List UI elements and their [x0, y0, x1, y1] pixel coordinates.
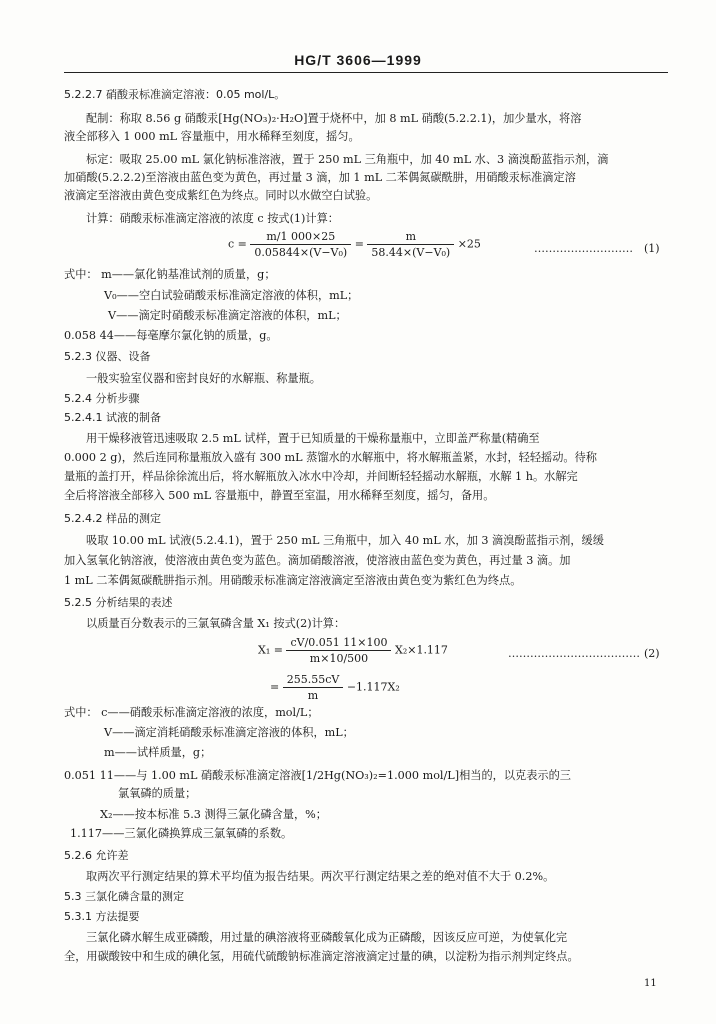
sample-prep-line-4: 全后将溶液全部移入 500 mL 容量瓶中，静置至室温，用水稀释至刻度，摇匀，备用。 — [64, 489, 495, 502]
standardization-line-3: 液滴定至溶液由黄色变成紫红色为终点。同时以水做空白试验。 — [64, 189, 378, 202]
determination-line-2: 加入氢氧化钠溶液，使溶液由黄色变为蓝色。滴加硝酸溶液，使溶液由蓝色变为黄色，再过量 3 滴。加 — [64, 554, 571, 567]
formula-2-number: (2) — [644, 647, 660, 660]
where-2-line-2: V——滴定消耗硝酸汞标准滴定溶液的体积，mL； — [104, 726, 354, 739]
result-intro: 以质量百分数表示的三氯氧磷含量 X₁ 按式(2)计算： — [86, 617, 346, 630]
formula-1-fraction-a — [250, 230, 351, 259]
tolerance-text: 取两次平行测定结果的算术平均值为报告结果。两次平行测定结果之差的绝对值不大于 0.2%。 — [86, 870, 555, 883]
where-2-line-4: 0.051 11——与 1.00 mL 硝酸汞标准滴定溶液[1/2Hg(NO₃)₂=1.000 mol/L]相当的，以克表示的三 — [64, 769, 571, 782]
section-5-2-3: 5.2.3 仪器、设备 — [64, 350, 151, 363]
formula-2-leader-dots: ……………………………… — [508, 647, 640, 660]
section-5-2-4-1: 5.2.4.1 试液的制备 — [64, 411, 161, 424]
formula-1-tail: ×25 — [457, 237, 481, 251]
preparation-line-2: 液全部移入 1 000 mL 容量瓶中，用水稀释至刻度，摇匀。 — [64, 130, 360, 143]
formula-2-fraction-a — [286, 636, 391, 665]
formula-1-lhs: c = — [228, 237, 247, 251]
sample-prep-line-1: 用干燥移液管迅速吸取 2.5 mL 试样，置于已知质量的干燥称量瓶中，立即盖严称量(精确至 — [86, 432, 540, 445]
where-2-line-7: 1.117——三氯化磷换算成三氯氧磷的系数。 — [70, 827, 293, 840]
sample-prep-line-3: 量瓶的盖打开，样品徐徐流出后，将水解瓶放入冰水中冷却，并间断轻轻摇动水解瓶，水解 1 h。水解完 — [64, 470, 578, 483]
formula-1-fraction-b — [367, 230, 454, 259]
where-1-line-4: 0.058 44——每毫摩尔氯化钠的质量，g。 — [64, 329, 278, 342]
formula-1-denominator-b: 58.44×(V−V₀) — [371, 246, 451, 259]
formula-2-lhs: X₁ = — [258, 643, 283, 657]
summary-line-1: 三氯化磷水解生成亚磷酸，用过量的碘溶液将亚磷酸氧化成为正磷酸，因该反应可逆，为使氧化完 — [86, 931, 568, 944]
section-5-3: 5.3 三氯化磷含量的测定 — [64, 890, 184, 903]
standardization-line-2: 加硝酸(5.2.2.2)至溶液由蓝色变为黄色，再过量 3 滴，加 1 mL 二苯偶氮碳酰肼，用硝酸汞标准滴定溶 — [64, 171, 576, 184]
summary-line-2: 全，用碳酸铵中和生成的碘化氢，用硫代硫酸钠标准滴定溶液滴定过量的碘，以淀粉为指示剂判定终点。 — [64, 950, 579, 963]
formula-2-line-2 — [270, 673, 400, 702]
where-2-line-5: 氯氧磷的质量； — [118, 787, 197, 800]
formula-1-numerator-b: m — [367, 230, 454, 245]
sample-prep-line-2: 0.000 2 g)，然后连同称量瓶放入盛有 300 mL 蒸馏水的水解瓶中，将水解瓶盖紧，水封，轻轻摇动。待称 — [64, 451, 597, 464]
where-2-line-1: 式中： c——硝酸汞标准滴定溶液的浓度，mol/L； — [64, 706, 319, 719]
standard-code-header: HG/T 3606—1999 — [294, 52, 422, 68]
formula-1-equals: = — [354, 237, 364, 251]
formula-2-fraction-b — [283, 673, 344, 702]
equipment-text: 一般实验室仪器和密封良好的水解瓶、称量瓶。 — [86, 372, 321, 385]
formula-1-leader-dots: ……………………… — [534, 242, 633, 255]
section-5-2-2-7: 5.2.2.7 硝酸汞标准滴定溶液：0.05 mol/L。 — [64, 88, 286, 101]
formula-2-denominator-b: m — [307, 689, 319, 702]
formula-2-numerator-b: 255.55cV — [283, 673, 344, 688]
formula-1-numerator-a: m/1 000×25 — [250, 230, 351, 245]
where-1-line-3: V——滴定时硝酸汞标准滴定溶液的体积，mL； — [108, 309, 347, 322]
calculation-intro: 计算：硝酸汞标准滴定溶液的浓度 c 按式(1)计算： — [86, 212, 339, 225]
formula-1 — [228, 230, 481, 259]
preparation-line-1: 配制：称取 8.56 g 硝酸汞[Hg(NO₃)₂·H₂O]置于烧杯中，加 8 mL 硝酸(5.2.2.1)，加少量水，将溶 — [86, 112, 582, 125]
section-5-2-4-2: 5.2.4.2 样品的测定 — [64, 512, 161, 525]
where-1-line-1: 式中： m——氯化钠基准试剂的质量，g； — [64, 268, 276, 281]
section-5-2-6: 5.2.6 允许差 — [64, 849, 129, 862]
where-2-line-3: m——试样质量，g； — [104, 746, 212, 759]
where-1-line-2: V₀——空白试验硝酸汞标准滴定溶液的体积，mL； — [104, 289, 359, 302]
formula-2-numerator-a: cV/0.051 11×100 — [286, 636, 391, 651]
standardization-line-1: 标定：吸取 25.00 mL 氯化钠标准溶液，置于 250 mL 三角瓶中，加 40 mL 水、3 滴溴酚蓝指示剂，滴 — [86, 153, 609, 166]
formula-2-equals: = — [270, 680, 280, 694]
page-number: 11 — [644, 978, 657, 989]
section-5-3-1: 5.3.1 方法提要 — [64, 910, 140, 923]
header-rule — [64, 72, 668, 73]
formula-1-number: (1) — [644, 242, 660, 255]
determination-line-1: 吸取 10.00 mL 试液(5.2.4.1)，置于 250 mL 三角瓶中，加入 40 mL 水，加 3 滴溴酚蓝指示剂，缓缓 — [86, 534, 604, 547]
determination-line-3: 1 mL 二苯偶氮碳酰肼指示剂。用硝酸汞标准滴定溶液滴定至溶液由黄色变为紫红色为终点。 — [64, 574, 522, 587]
formula-1-denominator-a: 0.05844×(V−V₀) — [254, 246, 348, 259]
section-5-2-5: 5.2.5 分析结果的表述 — [64, 596, 173, 609]
where-2-line-6: X₂——按本标准 5.3 测得三氯化磷含量，%； — [100, 808, 327, 821]
formula-2-denominator-a: m×10/500 — [309, 652, 369, 665]
formula-2-rest-2: −1.117X₂ — [346, 680, 400, 694]
formula-2-line-1 — [258, 636, 448, 665]
formula-2-rest: X₂×1.117 — [394, 643, 448, 657]
section-5-2-4: 5.2.4 分析步骤 — [64, 392, 140, 405]
